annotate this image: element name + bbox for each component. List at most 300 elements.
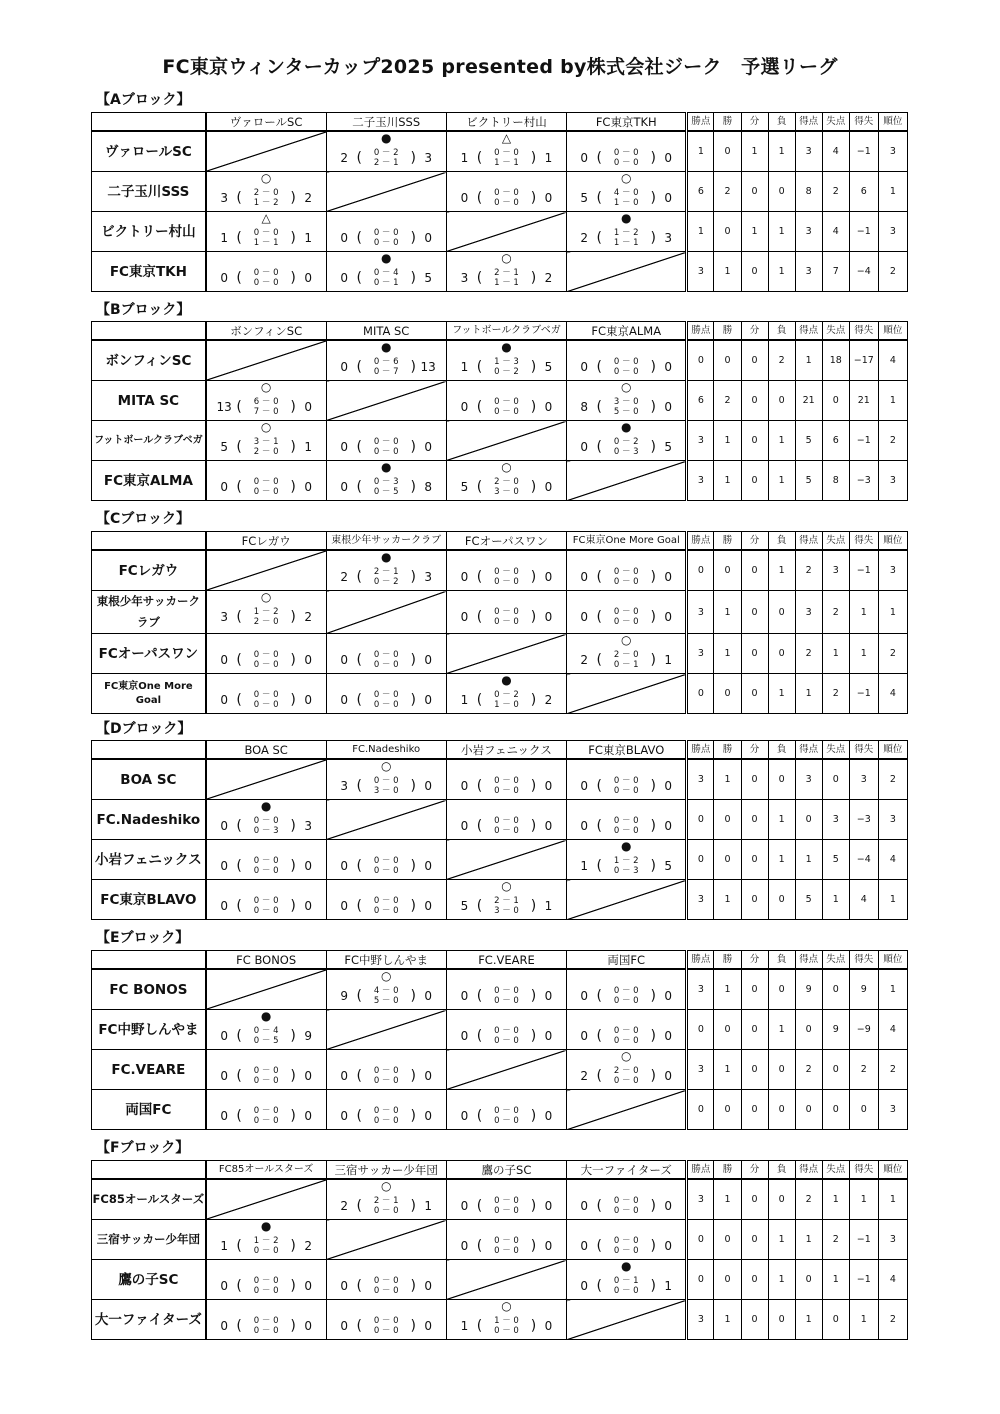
half-scores <box>364 477 408 497</box>
stat-value: 1 <box>768 461 795 501</box>
stat-value: 0 <box>741 550 768 591</box>
match-result <box>447 1300 566 1339</box>
stat-value: 21 <box>849 381 878 421</box>
paren-open: ( <box>236 692 242 708</box>
goals-against: 5 <box>664 859 673 873</box>
row-team-name: BOA SC <box>92 759 206 800</box>
header-row <box>92 1161 908 1180</box>
second-half-score: 0 － 0 <box>494 1036 519 1046</box>
half-scores <box>244 856 288 876</box>
second-half-score: 0 － 0 <box>373 906 399 916</box>
header-row <box>92 741 908 760</box>
first-half-score: 1 － 0 <box>494 1316 519 1326</box>
paren-open: ( <box>476 359 483 375</box>
score-line <box>327 476 446 498</box>
second-half-score: 0 － 0 <box>494 577 519 587</box>
score-line <box>567 356 685 378</box>
paren-open: ( <box>236 479 242 495</box>
match-result <box>447 970 566 1009</box>
stat-value: 3 <box>687 634 714 674</box>
first-half-score: 2 － 0 <box>613 650 639 660</box>
goals-for: 0 <box>580 1279 589 1293</box>
stat-value: −4 <box>849 840 878 880</box>
paren-open: ( <box>476 1238 483 1254</box>
goals-against: 2 <box>304 610 312 624</box>
paren-open: ( <box>476 692 483 708</box>
goals-for: 1 <box>580 859 589 873</box>
match-result-cell <box>206 840 326 880</box>
first-half-score: 2 － 1 <box>494 896 519 906</box>
goals-for: 9 <box>340 989 348 1003</box>
result-mark: ○ <box>380 969 392 983</box>
score-line <box>447 396 566 418</box>
paren-open: ( <box>236 1318 242 1334</box>
column-team-header: BOA SC <box>206 741 326 760</box>
match-result-cell <box>446 800 566 840</box>
second-half-score: 0 － 0 <box>373 660 399 670</box>
paren-close: ) <box>290 858 296 874</box>
paren-close: ) <box>530 988 537 1004</box>
paren-open: ( <box>596 988 602 1004</box>
team-row <box>92 1010 908 1050</box>
score-line <box>567 1275 685 1297</box>
first-half-score: 0 － 1 <box>613 1276 639 1286</box>
goals-against: 0 <box>304 899 312 913</box>
paren-close: ) <box>530 1198 537 1214</box>
stat-header: 得点 <box>795 532 822 551</box>
stat-value: 18 <box>822 340 849 381</box>
half-scores <box>244 268 288 288</box>
stat-value: 1 <box>741 131 768 172</box>
paren-close: ) <box>290 439 296 455</box>
paren-close: ) <box>290 230 296 246</box>
result-mark <box>327 1050 446 1062</box>
match-result <box>207 1260 326 1299</box>
stat-value: 1 <box>714 591 741 634</box>
paren-close: ) <box>410 479 416 495</box>
stat-value: 0 <box>768 1300 795 1340</box>
stat-value: 0 <box>741 421 768 461</box>
result-mark <box>447 1010 566 1022</box>
match-result <box>207 172 326 211</box>
paren-close: ) <box>410 1068 416 1084</box>
result-mark: △ <box>261 211 271 225</box>
score-line <box>567 436 685 458</box>
score-line <box>447 689 566 711</box>
match-result-cell <box>567 634 687 674</box>
block-label: 【Fブロック】 <box>96 1140 190 1156</box>
second-half-score: 0 － 0 <box>373 866 399 876</box>
match-result <box>447 880 566 919</box>
stat-value: 1 <box>768 131 795 172</box>
second-half-score: 1 － 0 <box>613 198 639 208</box>
paren-open: ( <box>236 399 242 415</box>
match-result <box>567 381 685 420</box>
goals-for: 1 <box>220 1239 228 1253</box>
goals-against: 1 <box>544 151 553 165</box>
paren-close: ) <box>650 1238 656 1254</box>
match-result <box>567 1180 685 1219</box>
match-result <box>207 634 326 673</box>
stat-value: 1 <box>768 550 795 591</box>
stat-value: 1 <box>795 1300 822 1340</box>
match-result <box>447 381 566 420</box>
stat-value: 3 <box>687 759 714 800</box>
goals-for: 0 <box>460 779 469 793</box>
second-half-score: 0 － 0 <box>494 198 519 208</box>
paren-close: ) <box>650 230 656 246</box>
result-mark <box>447 760 566 772</box>
half-scores <box>364 650 408 670</box>
second-half-score: 0 － 0 <box>373 1286 399 1296</box>
paren-close: ) <box>530 270 537 286</box>
half-scores <box>604 816 648 836</box>
match-result-cell <box>446 131 566 172</box>
stat-header: 勝 <box>714 741 741 760</box>
result-mark <box>327 421 446 433</box>
stat-value: 0 <box>768 759 795 800</box>
stat-value: 1 <box>768 674 795 714</box>
goals-against: 0 <box>304 693 312 707</box>
goals-for: 0 <box>460 1029 469 1043</box>
stat-value: 0 <box>687 1010 714 1050</box>
team-row <box>92 550 908 591</box>
stat-value: 0 <box>741 1220 768 1260</box>
goals-for: 0 <box>220 480 228 494</box>
stat-value: 3 <box>687 421 714 461</box>
row-team-name: 二子玉川SSS <box>92 172 206 212</box>
paren-open: ( <box>596 1238 602 1254</box>
goals-against: 1 <box>424 1199 432 1213</box>
second-half-score: 0 － 2 <box>373 577 399 587</box>
stat-value: 0 <box>849 1090 878 1130</box>
goals-against: 0 <box>304 480 312 494</box>
stat-value: 0 <box>741 969 768 1010</box>
result-mark <box>447 800 566 812</box>
match-result <box>567 760 685 799</box>
match-result <box>567 1220 685 1259</box>
stat-value: 1 <box>795 840 822 880</box>
score-line <box>567 1065 685 1087</box>
stat-value: 4 <box>878 674 907 714</box>
goals-for: 0 <box>220 1069 228 1083</box>
stat-header: 勝点 <box>687 741 714 760</box>
half-scores <box>484 1026 528 1046</box>
stat-value: 0 <box>714 800 741 840</box>
match-result-cell <box>326 1090 446 1130</box>
half-scores <box>604 856 648 876</box>
stat-header: 勝 <box>714 951 741 970</box>
score-line <box>447 1105 566 1127</box>
stat-value: 1 <box>768 212 795 252</box>
paren-close: ) <box>290 652 296 668</box>
goals-for: 0 <box>340 360 348 374</box>
first-half-score: 0 － 0 <box>373 856 399 866</box>
stat-value: 0 <box>822 1050 849 1090</box>
score-line <box>447 147 566 169</box>
score-line <box>207 267 326 289</box>
first-half-score: 0 － 3 <box>373 477 399 487</box>
match-result-cell <box>206 591 326 634</box>
first-half-score: 0 － 0 <box>373 690 399 700</box>
stat-header: 勝 <box>714 113 741 132</box>
stat-value: 0 <box>714 1260 741 1300</box>
first-half-score: 0 － 0 <box>494 986 519 996</box>
half-scores <box>364 1106 408 1126</box>
half-scores <box>244 1316 288 1336</box>
first-half-score: 0 － 0 <box>373 1066 399 1076</box>
result-mark <box>327 674 446 686</box>
goals-against: 0 <box>544 191 553 205</box>
match-result-cell <box>446 674 566 714</box>
stat-value: 3 <box>795 591 822 634</box>
stat-value: 8 <box>795 172 822 212</box>
goals-for: 0 <box>580 610 589 624</box>
match-result <box>567 591 685 633</box>
second-half-score: 0 － 2 <box>494 367 519 377</box>
score-line <box>327 227 446 249</box>
match-result-cell <box>567 800 687 840</box>
second-half-score: 0 － 0 <box>494 1326 519 1336</box>
paren-close: ) <box>530 569 537 585</box>
paren-close: ) <box>290 190 296 206</box>
paren-open: ( <box>236 818 242 834</box>
score-line <box>567 855 685 877</box>
stat-value: 2 <box>878 759 907 800</box>
match-result <box>567 800 685 839</box>
paren-close: ) <box>290 1068 296 1084</box>
second-half-score: 0 － 5 <box>253 1036 279 1046</box>
goals-for: 0 <box>340 653 348 667</box>
goals-against: 0 <box>664 819 673 833</box>
paren-close: ) <box>650 1278 656 1294</box>
stat-value: 4 <box>849 880 878 920</box>
stat-header: 失点 <box>822 951 849 970</box>
stat-header: 失点 <box>822 113 849 132</box>
paren-close: ) <box>650 190 656 206</box>
goals-against: 0 <box>664 989 673 1003</box>
second-half-score: 0 － 7 <box>373 367 399 377</box>
half-scores <box>604 776 648 796</box>
match-result <box>327 1090 446 1129</box>
result-mark: ● <box>501 340 512 354</box>
second-half-score: 0 － 0 <box>494 826 519 836</box>
stat-value: 3 <box>687 591 714 634</box>
match-result-cell <box>206 634 326 674</box>
goals-for: 5 <box>220 440 228 454</box>
goals-for: 0 <box>220 693 228 707</box>
stat-value: 0 <box>768 1090 795 1130</box>
first-half-score: 1 － 3 <box>494 357 519 367</box>
first-half-score: 0 － 0 <box>494 1196 519 1206</box>
goals-against: 0 <box>424 231 432 245</box>
result-mark: ○ <box>260 171 272 185</box>
row-team-name: ボンフィンSC <box>92 340 206 381</box>
second-half-score: 0 － 0 <box>613 1076 639 1086</box>
result-mark: ● <box>260 1219 272 1233</box>
goals-against: 0 <box>664 1029 673 1043</box>
paren-close: ) <box>290 818 296 834</box>
half-scores <box>484 690 528 710</box>
row-team-name: FC東京TKH <box>92 252 206 292</box>
second-half-score: 0 － 0 <box>253 278 279 288</box>
match-result-cell <box>326 212 446 252</box>
paren-close: ) <box>410 569 416 585</box>
paren-open: ( <box>596 150 602 166</box>
stat-value: 0 <box>714 550 741 591</box>
team-row <box>92 1050 908 1090</box>
stat-value: 1 <box>822 880 849 920</box>
goals-for: 0 <box>220 653 228 667</box>
first-half-score: 0 － 0 <box>613 816 639 826</box>
half-scores <box>604 986 648 1006</box>
second-half-score: 3 － 0 <box>494 487 519 497</box>
score-line <box>327 1315 446 1337</box>
paren-open: ( <box>236 1068 242 1084</box>
second-half-score: 0 － 0 <box>253 1076 279 1086</box>
column-team-header: FC東京BLAVO <box>567 741 687 760</box>
stat-value: 4 <box>878 340 907 381</box>
stat-value: 0 <box>768 591 795 634</box>
paren-open: ( <box>356 652 362 668</box>
goals-for: 1 <box>460 151 469 165</box>
stat-header: 得点 <box>795 741 822 760</box>
score-line <box>567 775 685 797</box>
match-result <box>207 800 326 839</box>
half-scores <box>364 1316 408 1336</box>
stat-value: 4 <box>878 840 907 880</box>
stat-value: 3 <box>795 759 822 800</box>
paren-close: ) <box>530 190 537 206</box>
score-line <box>327 1275 446 1297</box>
result-mark <box>207 1090 326 1102</box>
row-team-name: 小岩フェニックス <box>92 840 206 880</box>
second-half-score: 3 － 0 <box>494 906 519 916</box>
stat-value: 2 <box>795 550 822 591</box>
goals-for: 0 <box>340 1109 348 1123</box>
result-mark <box>207 461 326 473</box>
paren-open: ( <box>476 778 483 794</box>
score-line <box>207 1025 326 1047</box>
team-row <box>92 1220 908 1260</box>
match-result <box>207 1090 326 1129</box>
goals-for: 0 <box>340 1279 348 1293</box>
goals-against: 9 <box>304 1029 312 1043</box>
goals-against: 0 <box>424 1109 432 1123</box>
paren-close: ) <box>410 858 416 874</box>
half-scores <box>484 397 528 417</box>
paren-close: ) <box>530 479 537 495</box>
match-result <box>207 1220 326 1259</box>
row-team-name: 東根少年サッカークラブ <box>92 591 206 634</box>
second-half-score: 0 － 0 <box>494 786 519 796</box>
goals-against: 1 <box>664 1279 673 1293</box>
stat-value: 0 <box>768 172 795 212</box>
first-half-score: 1 － 2 <box>253 1236 279 1246</box>
stat-header: 順位 <box>878 1161 907 1180</box>
result-mark <box>327 1260 446 1272</box>
paren-open: ( <box>356 1318 362 1334</box>
second-half-score: 0 － 0 <box>613 1246 639 1256</box>
half-scores <box>484 816 528 836</box>
row-team-name: FCオーパスワン <box>92 634 206 674</box>
stat-value: 9 <box>822 1010 849 1050</box>
corner-cell <box>92 951 206 970</box>
result-mark: ● <box>501 673 512 687</box>
block-table <box>91 740 908 920</box>
paren-close: ) <box>410 692 416 708</box>
column-team-header: 大一ファイターズ <box>567 1161 687 1180</box>
goals-for: 0 <box>580 440 589 454</box>
match-result-cell <box>326 674 446 714</box>
score-line <box>447 476 566 498</box>
stat-value: 0 <box>822 969 849 1010</box>
stat-value: 0 <box>714 131 741 172</box>
stat-value: 0 <box>741 252 768 292</box>
match-result <box>447 1090 566 1129</box>
score-line <box>327 985 446 1007</box>
goals-for: 0 <box>220 1029 228 1043</box>
stat-value: −9 <box>849 1010 878 1050</box>
stat-value: 2 <box>878 1050 907 1090</box>
paren-open: ( <box>596 1028 602 1044</box>
team-row <box>92 421 908 461</box>
stat-value: 1 <box>714 969 741 1010</box>
column-team-header: FC東京TKH <box>567 113 687 132</box>
score-line <box>447 1195 566 1217</box>
stat-value: 3 <box>687 1050 714 1090</box>
result-mark <box>567 970 685 982</box>
score-line <box>327 1065 446 1087</box>
match-result-cell <box>326 340 446 381</box>
match-result-cell <box>326 759 446 800</box>
score-line <box>447 1315 566 1337</box>
goals-against: 0 <box>664 360 673 374</box>
result-mark: ● <box>260 1009 272 1023</box>
column-team-header: FCレガウ <box>206 532 326 551</box>
paren-open: ( <box>356 778 362 794</box>
score-line <box>207 227 326 249</box>
score-line <box>447 267 566 289</box>
first-half-score: 2 － 0 <box>253 188 279 198</box>
paren-open: ( <box>356 1278 362 1294</box>
stat-value: 0 <box>687 340 714 381</box>
column-team-header: 二子玉川SSS <box>326 113 446 132</box>
stat-value: 0 <box>687 1220 714 1260</box>
stat-value: 0 <box>768 634 795 674</box>
diagonal-empty-cell <box>206 759 326 800</box>
diagonal-empty-cell <box>446 1260 566 1300</box>
second-half-score: 0 － 0 <box>253 660 279 670</box>
half-scores <box>604 607 648 627</box>
first-half-score: 0 － 2 <box>373 148 399 158</box>
half-scores <box>364 357 408 377</box>
stat-value: 3 <box>849 759 878 800</box>
first-half-score: 0 － 0 <box>373 776 399 786</box>
stat-header: 得失 <box>849 741 878 760</box>
paren-close: ) <box>530 692 537 708</box>
second-half-score: 0 － 3 <box>613 866 639 876</box>
stat-header: 順位 <box>878 741 907 760</box>
half-scores <box>484 567 528 587</box>
paren-close: ) <box>530 898 537 914</box>
first-half-score: 0 － 0 <box>253 268 279 278</box>
score-line <box>207 606 326 628</box>
second-half-score: 1 － 1 <box>253 238 279 248</box>
team-row <box>92 1260 908 1300</box>
goals-against: 2 <box>544 693 553 707</box>
stat-value: 0 <box>687 550 714 591</box>
